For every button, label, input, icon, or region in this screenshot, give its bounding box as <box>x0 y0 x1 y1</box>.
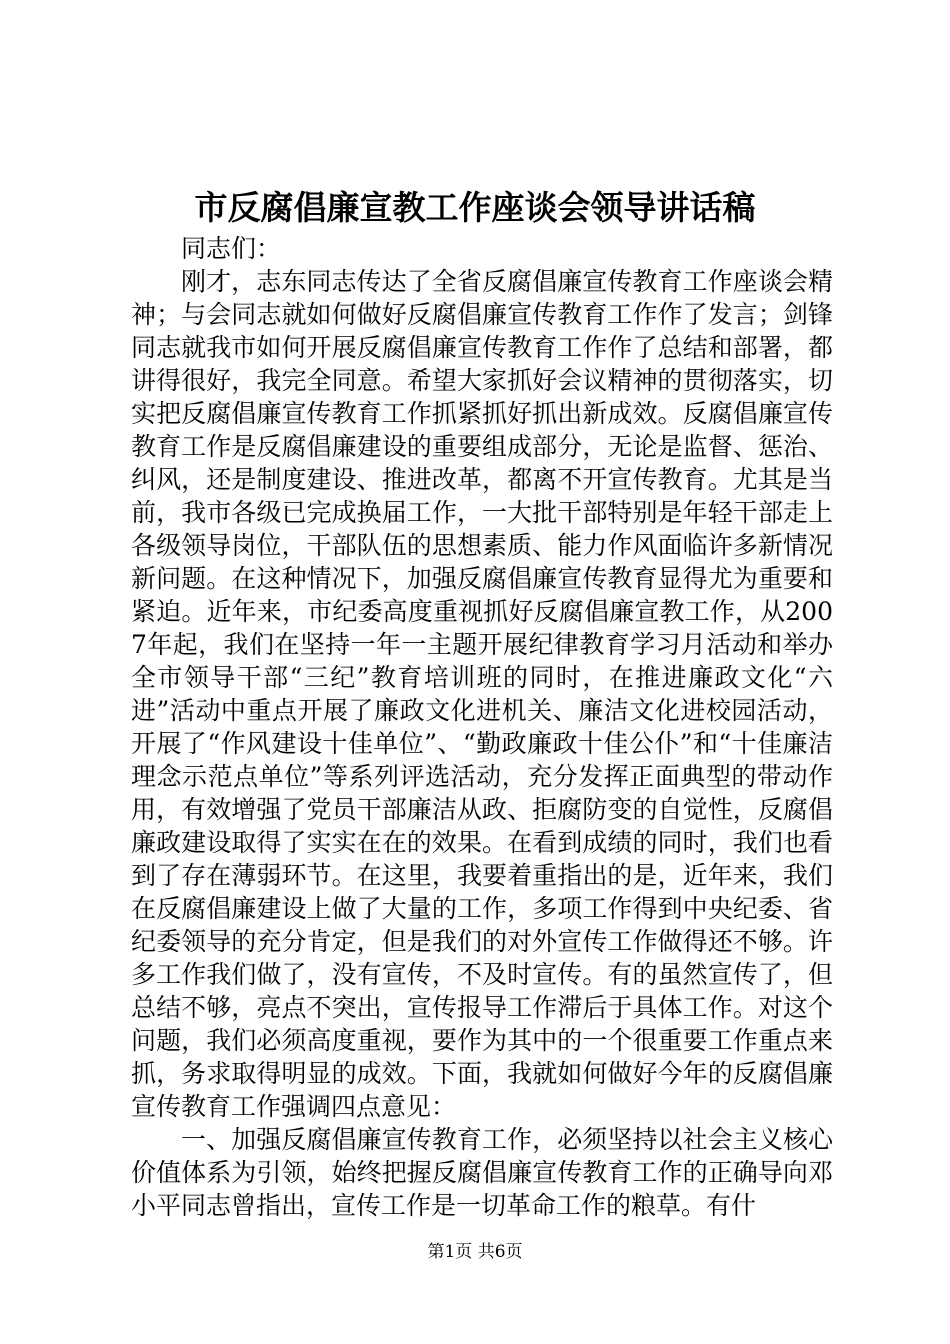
body-paragraph: 刚才，志东同志传达了全省反腐倡廉宣传教育工作座谈会精神；与会同志就如何做好反腐倡廉宣传教育工作作了发言；剑锋同志就我市如何开展反腐倡廉宣传教育工作作了总结和部署，都讲得很好，我完全同意。希望大家抓好会议精神的贯彻落实，切实把反腐倡廉宣传教育工作抓紧抓好抓出新成效。反腐倡廉宣传教育工作是反腐倡廉建设的重要组成部分，无论是监督、惩治、纠风，还是制度建设、推进改革，都离不开宣传教育。尤其是当前，我市各级已完成换届工作，一大批干部特别是年轻干部走上各级领导岗位，干部队伍的思想素质、能力作风面临许多新情况新问题。在这种情况下，加强反腐倡廉宣传教育显得尤为重要和紧迫。近年来，市纪委高度重视抓好反腐倡廉宣教工作，从2007年起，我们在坚持一年一主题开展纪律教育学习月活动和举办全市领导干部“三纪”教育培训班的同时，在推进廉政文化“六进”活动中重点开展了廉政文化进机关、廉洁文化进校园活动，开展了“作风建设十佳单位”、“勤政廉政十佳公仆”和“十佳廉洁理念示范点单位”等系列评选活动，充分发挥正面典型的带动作用，有效增强了党员干部廉洁从政、拒腐防变的自觉性，反腐倡廉政建设取得了实实在在的效果。在看到成绩的同时，我们也看到了存在薄弱环节。在这里，我要着重指出的是，近年来，我们在反腐倡廉建设上做了大量的工作，多项工作得到中央纪委、省纪委领导的充分肯定，但是我们的对外宣传工作做得还不够。许多工作我们做了，没有宣传，不及时宣传。有的虽然宣传了，但总结不够，亮点不突出，宣传报导工作滞后于具体工作。对这个问题，我们必须高度重视，要作为其中的一个很重要工作重点来抓，务求取得明显的成效。下面，我就如何做好今年的反腐倡廉宣传教育工作强调四点意见： <box>131 267 833 1121</box>
body-paragraph: 一、加强反腐倡廉宣传教育工作，必须坚持以社会主义核心价值体系为引领，始终把握反腐倡廉宣传教育工作的正确导向邓小平同志曾指出，宣传工作是一切革命工作的粮草。有什 <box>131 1125 833 1220</box>
document-title: 市反腐倡廉宣教工作座谈会领导讲话稿 <box>194 188 756 227</box>
document-body <box>131 232 833 1222</box>
salutation-paragraph: 同志们： <box>181 234 282 263</box>
page-number-footer: 第1页 共6页 <box>427 1242 523 1262</box>
